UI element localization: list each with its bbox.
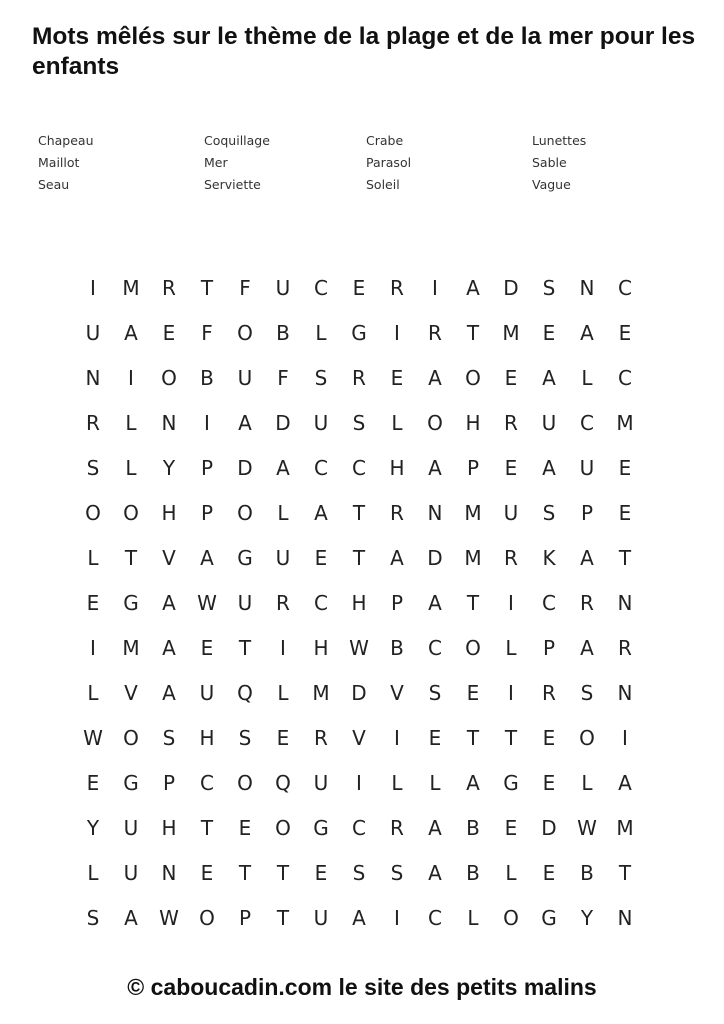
grid-letter[interactable]: O xyxy=(237,771,253,795)
grid-letter[interactable]: O xyxy=(579,726,595,750)
grid-letter[interactable]: C xyxy=(428,906,442,930)
grid-letter[interactable]: L xyxy=(581,771,593,795)
grid-letter[interactable]: L xyxy=(277,681,289,705)
word-list-item: Mer xyxy=(204,155,228,170)
grid-letter[interactable]: R xyxy=(390,501,404,525)
grid-letter[interactable]: S xyxy=(580,681,594,705)
grid-letter[interactable]: M xyxy=(464,501,482,525)
grid-letter[interactable]: C xyxy=(200,771,214,795)
grid-letter[interactable]: O xyxy=(161,366,177,390)
grid-letter[interactable]: T xyxy=(466,321,480,345)
grid-letter[interactable]: A xyxy=(162,681,176,705)
grid-letter[interactable]: R xyxy=(428,321,442,345)
grid-letter[interactable]: A xyxy=(580,546,594,570)
grid-letter[interactable]: T xyxy=(618,546,632,570)
grid-letter[interactable]: Y xyxy=(86,816,100,840)
grid-letter[interactable]: G xyxy=(351,321,367,345)
grid-letter[interactable]: E xyxy=(618,321,632,345)
grid-letter[interactable]: U xyxy=(199,681,215,705)
grid-letter[interactable]: S xyxy=(86,906,100,930)
grid-letter[interactable]: E xyxy=(238,816,252,840)
grid-letter[interactable]: S xyxy=(542,501,556,525)
grid-letter[interactable]: S xyxy=(352,861,366,885)
word-list-item: Parasol xyxy=(366,155,412,170)
letter-grid xyxy=(74,266,644,941)
grid-letter[interactable]: I xyxy=(128,366,134,390)
copyright-footer: © caboucadin.com le site des petits malins xyxy=(127,974,597,1000)
grid-letter[interactable]: U xyxy=(237,591,253,615)
grid-letter[interactable]: N xyxy=(617,591,633,615)
word-list-item: Serviette xyxy=(204,177,261,192)
grid-letter[interactable]: R xyxy=(504,411,518,435)
grid-letter[interactable]: I xyxy=(356,771,362,795)
grid-letter[interactable]: B xyxy=(390,636,404,660)
grid-letter[interactable]: E xyxy=(542,861,556,885)
grid-letter[interactable]: W xyxy=(197,591,217,615)
grid-letter[interactable]: A xyxy=(428,816,442,840)
grid-letter[interactable]: S xyxy=(86,456,100,480)
grid-letter[interactable]: R xyxy=(390,816,404,840)
word-list-item: Sable xyxy=(532,155,567,170)
grid-letter[interactable]: T xyxy=(352,546,366,570)
word-list-item: Crabe xyxy=(366,133,404,148)
grid-letter[interactable]: O xyxy=(237,321,253,345)
grid-letter[interactable]: T xyxy=(200,816,214,840)
grid-letter[interactable]: B xyxy=(466,861,480,885)
grid-letter[interactable]: C xyxy=(314,276,328,300)
grid-letter[interactable]: E xyxy=(314,546,328,570)
grid-letter[interactable]: O xyxy=(427,411,443,435)
grid-letter[interactable]: R xyxy=(352,366,366,390)
grid-letter[interactable]: W xyxy=(577,816,597,840)
grid-letter[interactable]: G xyxy=(237,546,253,570)
grid-letter[interactable]: D xyxy=(503,276,519,300)
grid-letter[interactable]: R xyxy=(504,546,518,570)
grid-letter[interactable]: T xyxy=(466,591,480,615)
grid-letter[interactable]: E xyxy=(390,366,404,390)
grid-letter[interactable]: E xyxy=(542,771,556,795)
grid-letter[interactable]: T xyxy=(466,726,480,750)
grid-letter[interactable]: U xyxy=(503,501,519,525)
grid-letter[interactable]: E xyxy=(504,366,518,390)
grid-letter[interactable]: T xyxy=(200,276,214,300)
grid-letter[interactable]: P xyxy=(200,456,214,480)
grid-letter[interactable]: E xyxy=(504,816,518,840)
grid-letter[interactable]: V xyxy=(390,681,404,705)
grid-letter[interactable]: E xyxy=(542,726,556,750)
grid-letter[interactable]: Y xyxy=(580,906,594,930)
grid-letter[interactable]: E xyxy=(504,456,518,480)
grid-letter[interactable]: I xyxy=(90,276,96,300)
grid-letter[interactable]: G xyxy=(123,771,139,795)
grid-letter[interactable]: D xyxy=(275,411,291,435)
grid-letter[interactable]: E xyxy=(314,861,328,885)
word-list-item: Maillot xyxy=(38,155,80,170)
grid-letter[interactable]: T xyxy=(352,501,366,525)
grid-letter[interactable]: C xyxy=(580,411,594,435)
grid-letter[interactable]: U xyxy=(123,816,139,840)
grid-letter[interactable]: E xyxy=(618,501,632,525)
grid-letter[interactable]: M xyxy=(122,636,140,660)
grid-letter[interactable]: R xyxy=(86,411,100,435)
grid-letter[interactable]: A xyxy=(428,591,442,615)
grid-letter[interactable]: I xyxy=(394,906,400,930)
grid-letter[interactable]: R xyxy=(314,726,328,750)
grid-letter[interactable]: A xyxy=(580,321,594,345)
word-list xyxy=(38,130,698,196)
grid-letter[interactable]: H xyxy=(351,591,367,615)
grid-letter[interactable]: C xyxy=(618,276,632,300)
grid-letter[interactable]: A xyxy=(124,321,138,345)
grid-letter[interactable]: S xyxy=(390,861,404,885)
grid-letter[interactable]: T xyxy=(238,636,252,660)
word-list-item: Chapeau xyxy=(38,133,94,148)
grid-letter[interactable]: L xyxy=(315,321,327,345)
grid-letter[interactable]: O xyxy=(85,501,101,525)
grid-letter[interactable]: D xyxy=(427,546,443,570)
grid-letter[interactable]: T xyxy=(276,906,290,930)
grid-letter[interactable]: L xyxy=(277,501,289,525)
grid-letter[interactable]: L xyxy=(505,636,517,660)
grid-letter[interactable]: E xyxy=(466,681,480,705)
grid-letter[interactable]: E xyxy=(200,636,214,660)
grid-letter[interactable]: T xyxy=(124,546,138,570)
word-list-item: Seau xyxy=(38,177,70,192)
grid-letter[interactable]: Q xyxy=(275,771,291,795)
grid-letter[interactable]: B xyxy=(580,861,594,885)
grid-letter[interactable]: Q xyxy=(237,681,253,705)
grid-letter[interactable]: L xyxy=(87,861,99,885)
grid-letter[interactable]: U xyxy=(313,411,329,435)
grid-letter[interactable]: E xyxy=(276,726,290,750)
grid-letter[interactable]: A xyxy=(238,411,252,435)
grid-letter[interactable]: U xyxy=(275,276,291,300)
grid-letter[interactable]: L xyxy=(581,366,593,390)
grid-letter[interactable]: T xyxy=(276,861,290,885)
grid-letter[interactable]: K xyxy=(542,546,556,570)
grid-letter[interactable]: S xyxy=(352,411,366,435)
grid-letter[interactable]: P xyxy=(580,501,594,525)
grid-letter[interactable]: D xyxy=(237,456,253,480)
grid-letter[interactable]: L xyxy=(391,771,403,795)
grid-letter[interactable]: G xyxy=(541,906,557,930)
grid-letter[interactable]: S xyxy=(162,726,176,750)
grid-letter[interactable]: E xyxy=(162,321,176,345)
grid-letter[interactable]: U xyxy=(541,411,557,435)
grid-letter[interactable]: H xyxy=(199,726,215,750)
grid-letter[interactable]: S xyxy=(314,366,328,390)
grid-letter[interactable]: D xyxy=(351,681,367,705)
grid-letter[interactable]: E xyxy=(618,456,632,480)
grid-letter[interactable]: N xyxy=(579,276,595,300)
grid-letter[interactable]: C xyxy=(542,591,556,615)
grid-letter[interactable]: P xyxy=(542,636,556,660)
grid-letter[interactable]: H xyxy=(161,816,177,840)
grid-letter[interactable]: R xyxy=(542,681,556,705)
grid-letter[interactable]: L xyxy=(467,906,479,930)
grid-letter[interactable]: R xyxy=(580,591,594,615)
grid-letter[interactable]: V xyxy=(124,681,138,705)
grid-letter[interactable]: H xyxy=(389,456,405,480)
grid-letter[interactable]: R xyxy=(276,591,290,615)
grid-letter[interactable]: A xyxy=(390,546,404,570)
grid-letter[interactable]: M xyxy=(122,276,140,300)
grid-letter[interactable]: O xyxy=(123,726,139,750)
grid-letter[interactable]: L xyxy=(391,411,403,435)
grid-letter[interactable]: I xyxy=(622,726,628,750)
grid-letter[interactable]: A xyxy=(162,636,176,660)
grid-letter[interactable]: E xyxy=(542,321,556,345)
grid-letter[interactable]: P xyxy=(238,906,252,930)
grid-letter[interactable]: D xyxy=(541,816,557,840)
grid-letter[interactable]: I xyxy=(280,636,286,660)
grid-letter[interactable]: A xyxy=(124,906,138,930)
grid-letter[interactable]: V xyxy=(352,726,366,750)
grid-letter[interactable]: I xyxy=(508,681,514,705)
page-title: Mots mêlés sur le thème de la plage et de la mer pour les enfants xyxy=(32,23,696,80)
grid-letter[interactable]: U xyxy=(313,771,329,795)
grid-letter[interactable]: B xyxy=(200,366,214,390)
grid-letter[interactable]: L xyxy=(87,681,99,705)
grid-letter[interactable]: N xyxy=(161,411,177,435)
grid-letter[interactable]: A xyxy=(542,366,556,390)
grid-letter[interactable]: R xyxy=(162,276,176,300)
grid-letter[interactable]: G xyxy=(503,771,519,795)
grid-letter[interactable]: Y xyxy=(162,456,176,480)
grid-letter[interactable]: I xyxy=(204,411,210,435)
grid-letter[interactable]: H xyxy=(161,501,177,525)
grid-letter[interactable]: C xyxy=(352,456,366,480)
grid-letter[interactable]: U xyxy=(579,456,595,480)
grid-letter[interactable]: E xyxy=(352,276,366,300)
grid-letter[interactable]: L xyxy=(125,411,137,435)
grid-letter[interactable]: T xyxy=(504,726,518,750)
grid-letter[interactable]: N xyxy=(427,501,443,525)
grid-letter[interactable]: H xyxy=(465,411,481,435)
grid-letter[interactable]: E xyxy=(86,591,100,615)
grid-letter[interactable]: A xyxy=(276,456,290,480)
grid-letter[interactable]: O xyxy=(237,501,253,525)
grid-letter[interactable]: G xyxy=(313,816,329,840)
grid-letter[interactable]: R xyxy=(618,636,632,660)
grid-letter[interactable]: G xyxy=(123,591,139,615)
grid-letter[interactable]: L xyxy=(429,771,441,795)
grid-letter[interactable]: A xyxy=(542,456,556,480)
grid-letter[interactable]: A xyxy=(466,771,480,795)
grid-letter[interactable]: M xyxy=(616,816,634,840)
grid-letter[interactable]: N xyxy=(617,906,633,930)
grid-letter[interactable]: H xyxy=(313,636,329,660)
word-list-item: Lunettes xyxy=(532,133,587,148)
grid-letter[interactable]: I xyxy=(90,636,96,660)
grid-letter[interactable]: U xyxy=(313,906,329,930)
grid-letter[interactable]: O xyxy=(275,816,291,840)
grid-letter[interactable]: C xyxy=(618,366,632,390)
grid-letter[interactable]: B xyxy=(276,321,290,345)
grid-letter[interactable]: P xyxy=(390,591,404,615)
grid-letter[interactable]: A xyxy=(466,276,480,300)
grid-letter[interactable]: F xyxy=(201,321,213,345)
word-list-item: Coquillage xyxy=(204,133,270,148)
grid-letter[interactable]: F xyxy=(239,276,251,300)
grid-letter[interactable]: B xyxy=(466,816,480,840)
grid-letter[interactable]: A xyxy=(618,771,632,795)
grid-letter[interactable]: A xyxy=(580,636,594,660)
grid-letter[interactable]: P xyxy=(200,501,214,525)
grid-letter[interactable]: U xyxy=(275,546,291,570)
grid-letter[interactable]: P xyxy=(466,456,480,480)
grid-letter[interactable]: A xyxy=(200,546,214,570)
grid-letter[interactable]: M xyxy=(502,321,520,345)
grid-letter[interactable]: S xyxy=(428,681,442,705)
grid-letter[interactable]: A xyxy=(352,906,366,930)
grid-letter[interactable]: W xyxy=(159,906,179,930)
grid-letter[interactable]: O xyxy=(465,636,481,660)
word-list-item: Vague xyxy=(532,177,571,192)
grid-letter[interactable]: O xyxy=(503,906,519,930)
grid-letter[interactable]: L xyxy=(87,546,99,570)
grid-letter[interactable]: M xyxy=(312,681,330,705)
grid-letter[interactable]: O xyxy=(199,906,215,930)
grid-letter[interactable]: C xyxy=(352,816,366,840)
grid-letter[interactable]: C xyxy=(428,636,442,660)
grid-letter[interactable]: E xyxy=(428,726,442,750)
grid-letter[interactable]: A xyxy=(314,501,328,525)
grid-letter[interactable]: A xyxy=(162,591,176,615)
grid-letter[interactable]: U xyxy=(123,861,139,885)
grid-letter[interactable]: I xyxy=(394,726,400,750)
grid-letter[interactable]: M xyxy=(616,411,634,435)
grid-letter[interactable]: A xyxy=(428,456,442,480)
grid-letter[interactable]: I xyxy=(394,321,400,345)
grid-letter[interactable]: N xyxy=(617,681,633,705)
grid-letter[interactable]: A xyxy=(428,861,442,885)
grid-letter[interactable]: O xyxy=(123,501,139,525)
grid-letter[interactable]: W xyxy=(83,726,103,750)
grid-letter[interactable]: N xyxy=(161,861,177,885)
grid-letter[interactable]: E xyxy=(86,771,100,795)
grid-letter[interactable]: I xyxy=(432,276,438,300)
grid-letter[interactable]: S xyxy=(238,726,252,750)
grid-letter[interactable]: T xyxy=(238,861,252,885)
word-list-item: Soleil xyxy=(366,177,400,192)
grid-letter[interactable]: T xyxy=(618,861,632,885)
grid-letter[interactable]: N xyxy=(85,366,101,390)
grid-letter[interactable]: S xyxy=(542,276,556,300)
grid-letter[interactable]: O xyxy=(465,366,481,390)
grid-letter[interactable]: M xyxy=(464,546,482,570)
grid-letter[interactable]: A xyxy=(428,366,442,390)
grid-letter[interactable]: C xyxy=(314,456,328,480)
grid-letter[interactable]: I xyxy=(508,591,514,615)
grid-letter[interactable]: P xyxy=(162,771,176,795)
grid-letter[interactable]: L xyxy=(505,861,517,885)
grid-letter[interactable]: W xyxy=(349,636,369,660)
grid-letter[interactable]: V xyxy=(162,546,176,570)
grid-letter[interactable]: C xyxy=(314,591,328,615)
grid-letter[interactable]: U xyxy=(85,321,101,345)
grid-letter[interactable]: F xyxy=(277,366,289,390)
grid-letter[interactable]: U xyxy=(237,366,253,390)
grid-letter[interactable]: R xyxy=(390,276,404,300)
grid-letter[interactable]: L xyxy=(125,456,137,480)
grid-letter[interactable]: E xyxy=(200,861,214,885)
